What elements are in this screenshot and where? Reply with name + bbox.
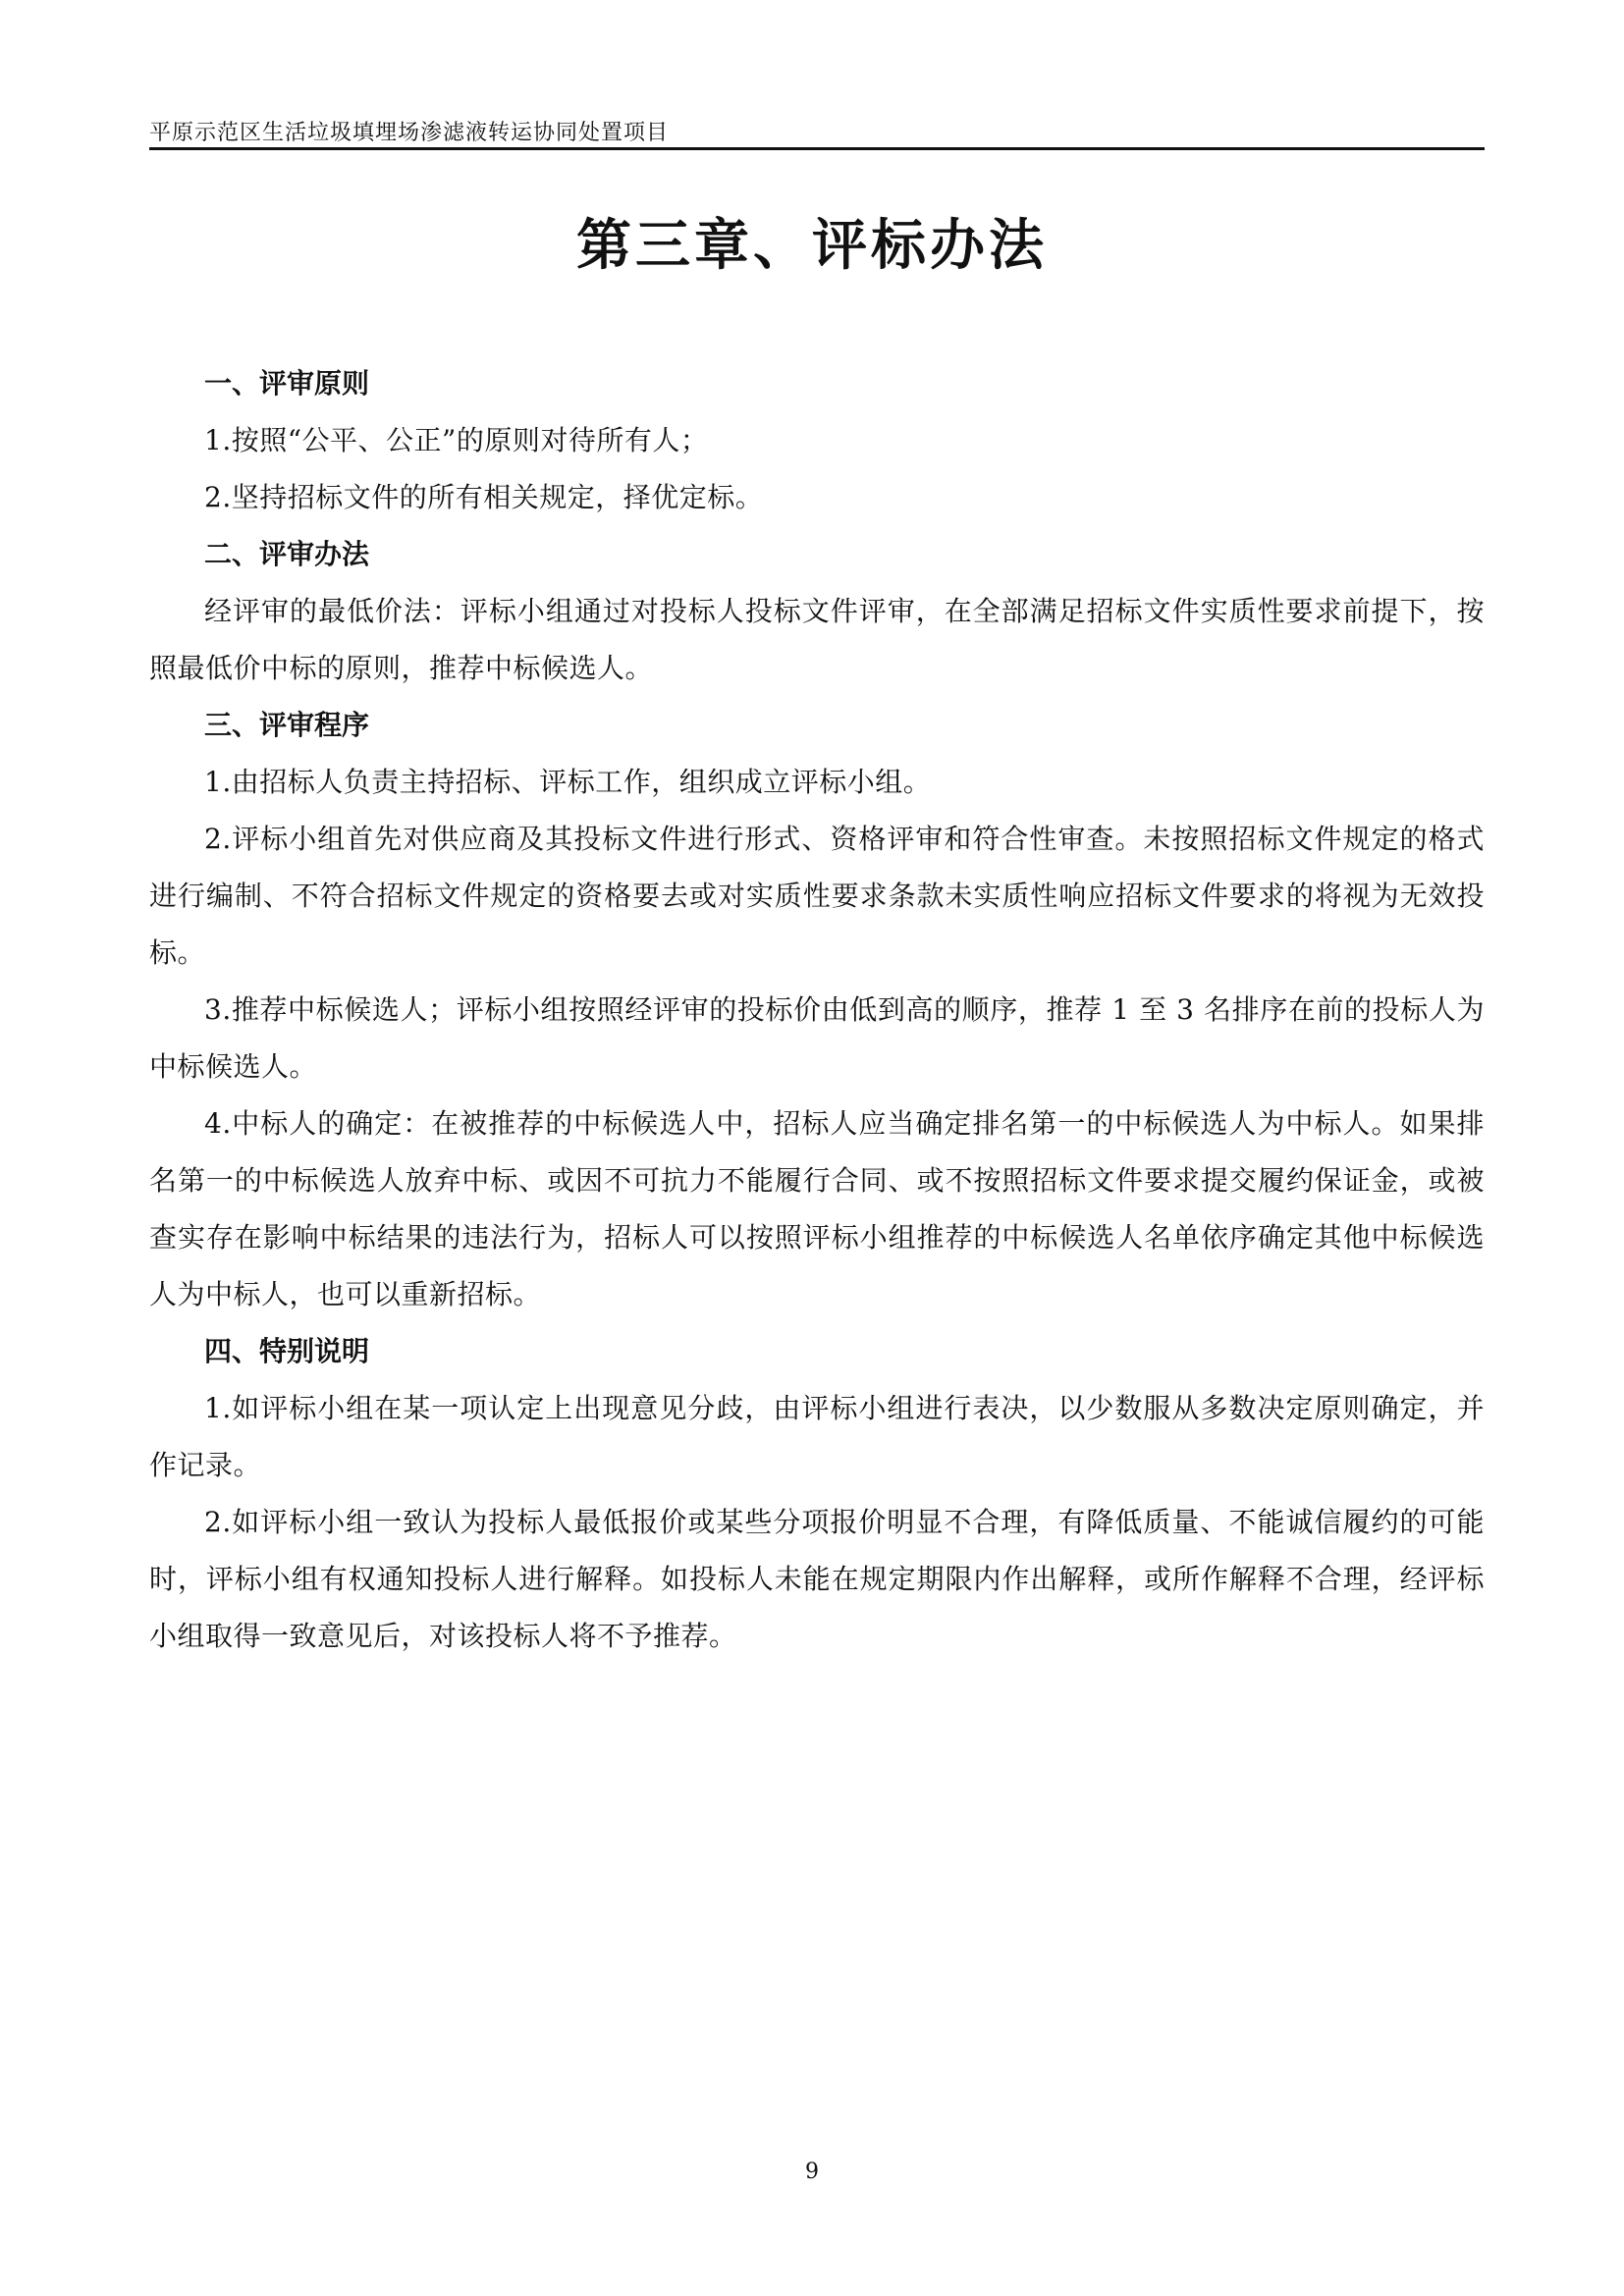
running-header: 平原示范区生活垃圾填埋场渗滤液转运协同处置项目 <box>149 121 670 145</box>
paragraph: 2.如评标小组一致认为投标人最低报价或某些分项报价明显不合理，有降低质量、不能诚信履约的可能时，评标小组有权通知投标人进行解释。如投标人未能在规定期限内作出解释，或所作解释不合理，经评标小组取得一致意见后，对该投标人将不予推荐。 <box>149 1506 1485 1652</box>
section-heading: 三、评审程序 <box>204 709 370 741</box>
paragraph: 2.评标小组首先对供应商及其投标文件进行形式、资格评审和符合性审查。未按照招标文件规定的格式进行编制、不符合招标文件规定的资格要去或对实质性要求条款未实质性响应招标文件要求的将视为无效投标。 <box>149 823 1485 969</box>
header-rule <box>149 147 1485 150</box>
chapter-title: 第三章、评标办法 <box>576 213 1048 278</box>
section-heading: 二、评审办法 <box>204 538 370 570</box>
page-number: 9 <box>805 2160 819 2184</box>
paragraph: 1.如评标小组在某一项认定上出现意见分歧，由评标小组进行表决，以少数服从多数决定原则确定，并作记录。 <box>149 1392 1485 1481</box>
paragraph: 2.坚持招标文件的所有相关规定，择优定标。 <box>204 481 764 513</box>
paragraph: 经评审的最低价法：评标小组通过对投标人投标文件评审，在全部满足招标文件实质性要求前提下，按照最低价中标的原则，推荐中标候选人。 <box>149 595 1485 684</box>
paragraph: 3.推荐中标候选人；评标小组按照经评审的投标价由低到高的顺序，推荐 1 至 3 名排序在前的投标人为中标候选人。 <box>149 993 1485 1083</box>
paragraph: 1.由招标人负责主持招标、评标工作，组织成立评标小组。 <box>204 766 932 798</box>
paragraph: 1.按照“公平、公正”的原则对待所有人； <box>204 424 709 456</box>
section-heading: 一、评审原则 <box>204 367 370 400</box>
section-heading: 四、特别说明 <box>204 1335 370 1367</box>
document-body <box>149 355 1485 1665</box>
paragraph: 4.中标人的确定：在被推荐的中标候选人中，招标人应当确定排名第一的中标候选人为中标人。如果排名第一的中标候选人放弃中标、或因不可抗力不能履行合同、或不按照招标文件要求提交履约保证金，或被查实存在影响中标结果的违法行为，招标人可以按照评标小组推荐的中标候选人名单依序确定其他中标候选人为中标人，也可以重新招标。 <box>149 1107 1485 1310</box>
